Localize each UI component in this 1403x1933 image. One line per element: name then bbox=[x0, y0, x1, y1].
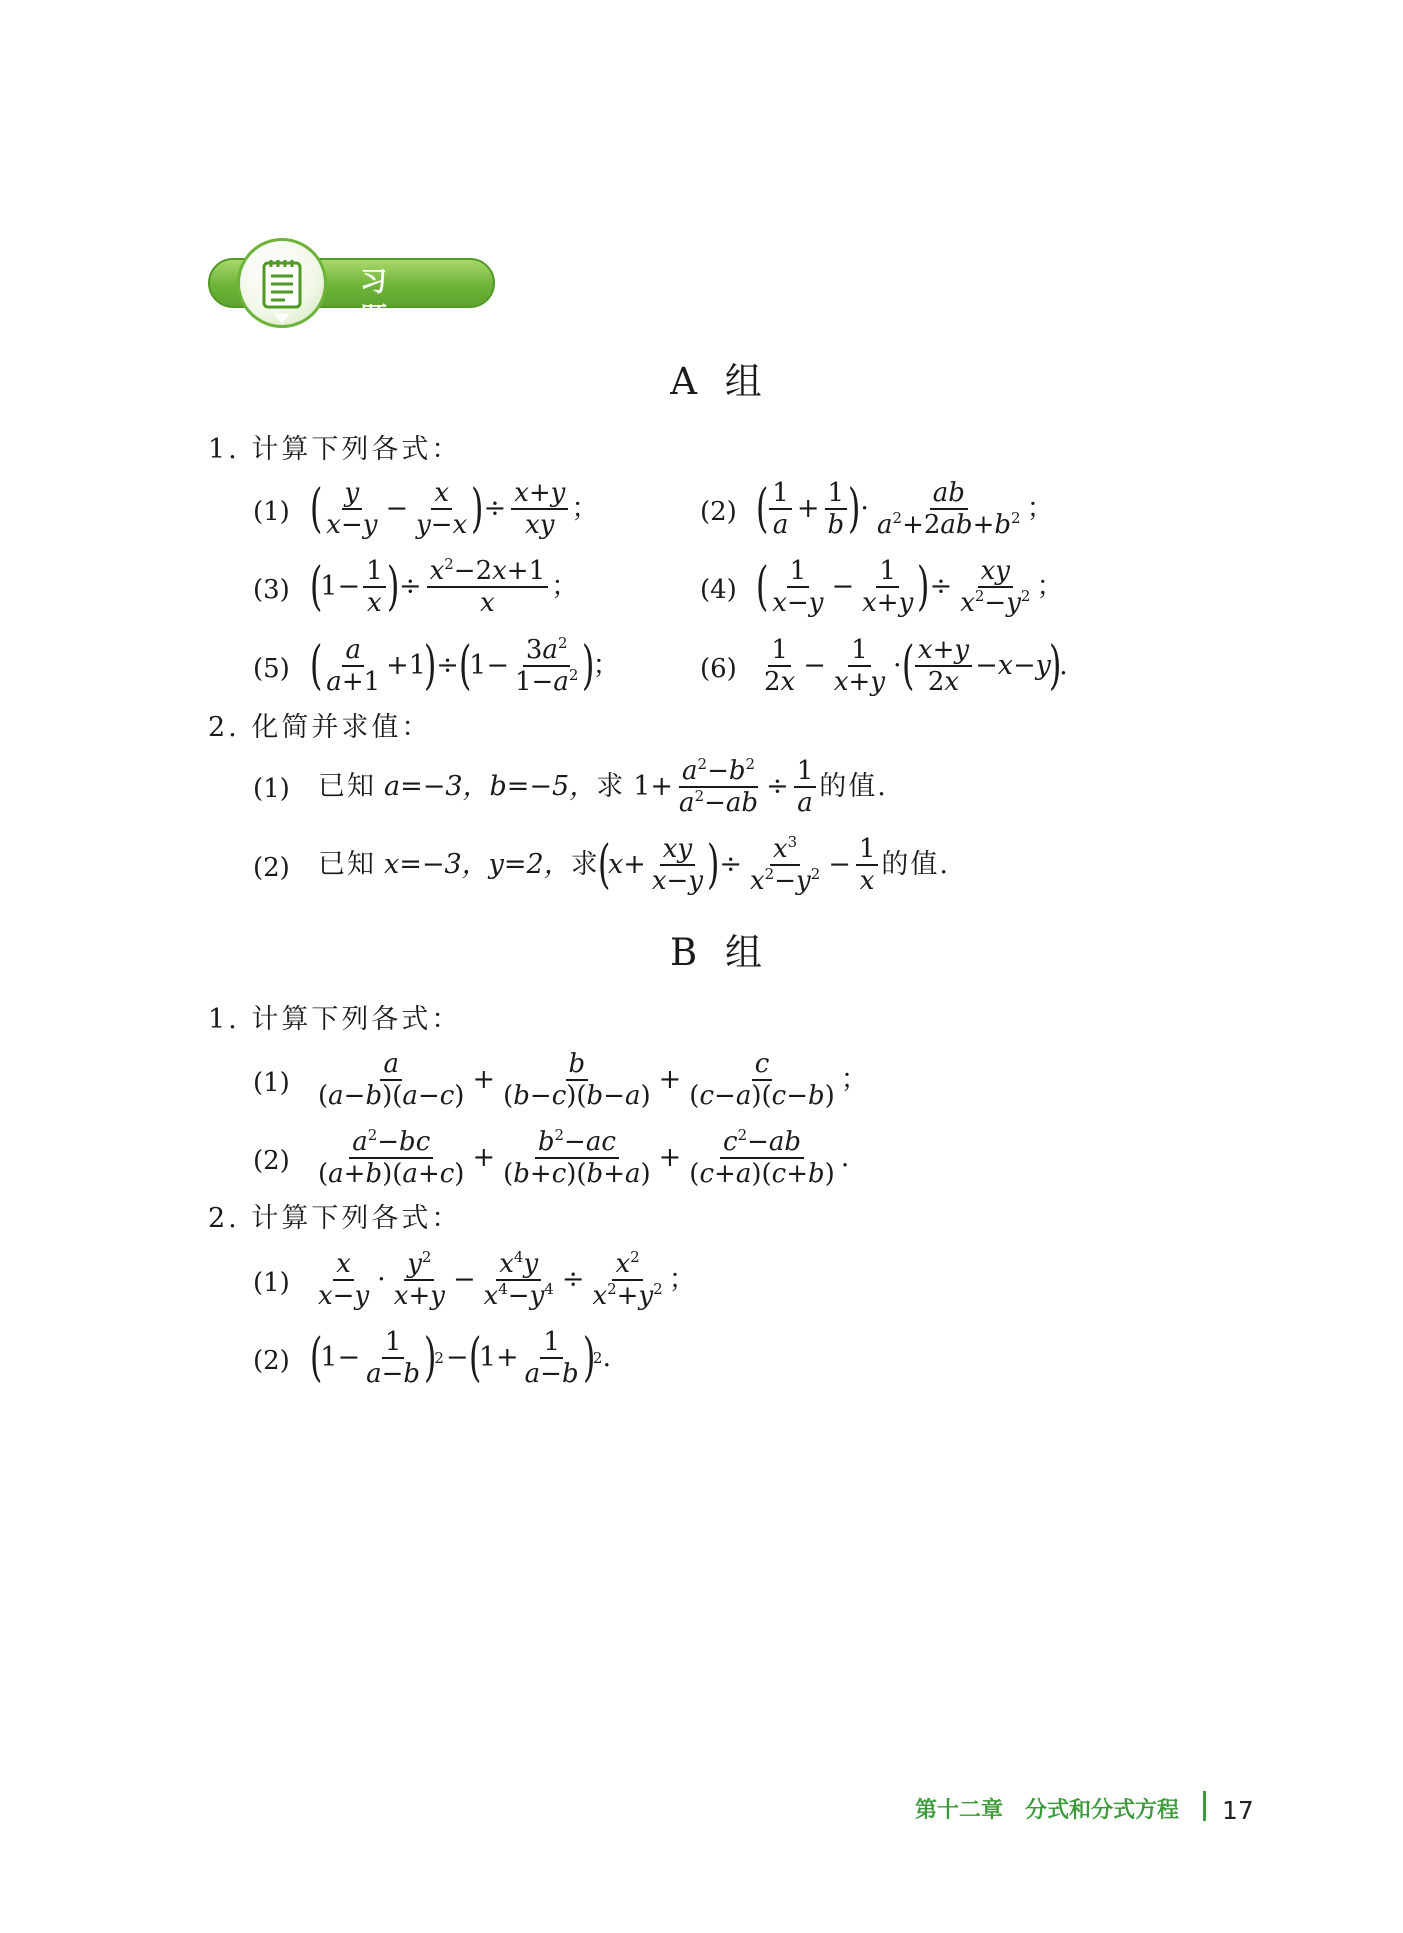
group-a-q1-part6-label: (6) bbox=[700, 654, 737, 684]
group-a-q1-part5-expression: ( $\frac{a}{a+1}$ +1 ) ÷ ( 1− $\frac{3a^2}{1-a^2}$ ) ； bbox=[309, 634, 620, 697]
exercise-badge-label: 习 题 bbox=[360, 267, 409, 334]
group-b-q1-part1-label: (1) bbox=[253, 1068, 290, 1098]
group-b-q1-label: 1. 计算下列各式： bbox=[208, 1004, 462, 1035]
group-a-q1-part3-expression: ( 1− $\frac{1}{x}$ ) ÷ $\frac{x^2-2x+1}{x}$ ； bbox=[309, 555, 579, 618]
group-a-q2-label: 2. 化简并求值： bbox=[208, 712, 432, 743]
group-a-q1-part1-expression: ( $\frac{y}{x-y}$ − $\frac{x}{y-x}$ ) ÷ $\frac{x+y}{xy}$ ； bbox=[309, 478, 599, 540]
group-a-q1-part2-label: (2) bbox=[700, 497, 737, 527]
group-a-q1-part2-expression: ( $\frac{1}{a}$ + $\frac{1}{b}$ ) · $\frac{ab}{a^2+2ab+b^2}$ ； bbox=[755, 478, 1054, 540]
known-text: 已知 bbox=[318, 849, 376, 880]
page-number: 17 bbox=[1222, 1796, 1254, 1825]
group-a-q1-part6-expression: $\frac{1}{2x}$ − $\frac{1}{x+y}$ · ( $\frac{x+y}{2x}$ −x−y ) . bbox=[764, 635, 1068, 697]
group-a-q2-part2-expression: 已知 x=−3，y=2， 求 ( x+ $\frac{xy}{x-y}$ ) ÷ $\frac{x^3}{x^2-y^2}$ − $\frac{1}{x}$ 的值. bbox=[318, 833, 950, 896]
group-a-q1-label: 1. 计算下列各式： bbox=[208, 434, 462, 465]
group-b-q1-part2-expression: $\frac{a^2-bc}{(a+b)(a+c)}$ + $\frac{b^2-ac}{(b+c)(b+a)}$ + $\frac{c^2-ab}{(c+a)(c+b)}$ . bbox=[318, 1126, 850, 1189]
group-b-q2-label: 2. 计算下列各式： bbox=[208, 1203, 462, 1234]
group-a-q2-part1-expression: 已知 a=−3，b=−5， 求 1+ $\frac{a^2-b^2}{a^2-ab}$ ÷ $\frac{1}{a}$ 的值. bbox=[318, 755, 888, 818]
known-text: 已知 bbox=[318, 771, 376, 802]
group-b-q2-part2-expression: ( 1− $\frac{1}{a-b}$ ) 2 − ( 1+ $\frac{1}{a-b}$ ) 2 . bbox=[309, 1327, 612, 1389]
group-a-q2-part2-label: (2) bbox=[253, 853, 290, 883]
group-b-q2-part1-expression: $\frac{x}{x-y}$ · $\frac{y^2}{x+y}$ − $\frac{x^4y}{x^4-y^4}$ ÷ $\frac{x^2}{x^2+y^2}$ ； bbox=[318, 1248, 696, 1311]
group-a-q2-part1-label: (1) bbox=[253, 774, 290, 804]
group-a-heading: A 组 bbox=[670, 360, 770, 403]
condition-text: a=−3，b=−5， bbox=[384, 771, 597, 802]
group-a-q1-part1-label: (1) bbox=[253, 497, 290, 527]
footer-divider bbox=[1203, 1791, 1206, 1821]
value-suffix: 的值. bbox=[819, 771, 888, 802]
chevron-down-icon bbox=[268, 311, 296, 327]
footer-chapter-title: 第十二章 分式和分式方程 bbox=[915, 1798, 1180, 1823]
group-b-q2-part2-label: (2) bbox=[253, 1346, 290, 1376]
group-b-heading: B 组 bbox=[670, 931, 770, 974]
group-b-q1-part2-label: (2) bbox=[253, 1146, 290, 1176]
value-suffix: 的值. bbox=[881, 849, 950, 880]
group-a-q1-part4-label: (4) bbox=[700, 575, 737, 605]
notebook-icon bbox=[260, 258, 304, 310]
find-text: 求 bbox=[596, 771, 626, 802]
condition-text: x=−3，y=2， bbox=[384, 849, 571, 880]
group-a-q1-part3-label: (3) bbox=[253, 575, 290, 605]
group-a-q1-part4-expression: ( $\frac{1}{x-y}$ − $\frac{1}{x+y}$ ) ÷ $\frac{xy}{x^2-y^2}$ ； bbox=[755, 556, 1064, 618]
group-b-q2-part1-label: (1) bbox=[253, 1268, 290, 1298]
group-a-q1-part5-label: (5) bbox=[253, 654, 290, 684]
group-b-q1-part1-expression: $\frac{a}{(a-b)(a-c)}$ + $\frac{b}{(b-c)(b-a)}$ + $\frac{c}{(c-a)(c-b)}$ ； bbox=[318, 1049, 868, 1111]
find-text: 求 bbox=[570, 849, 600, 880]
